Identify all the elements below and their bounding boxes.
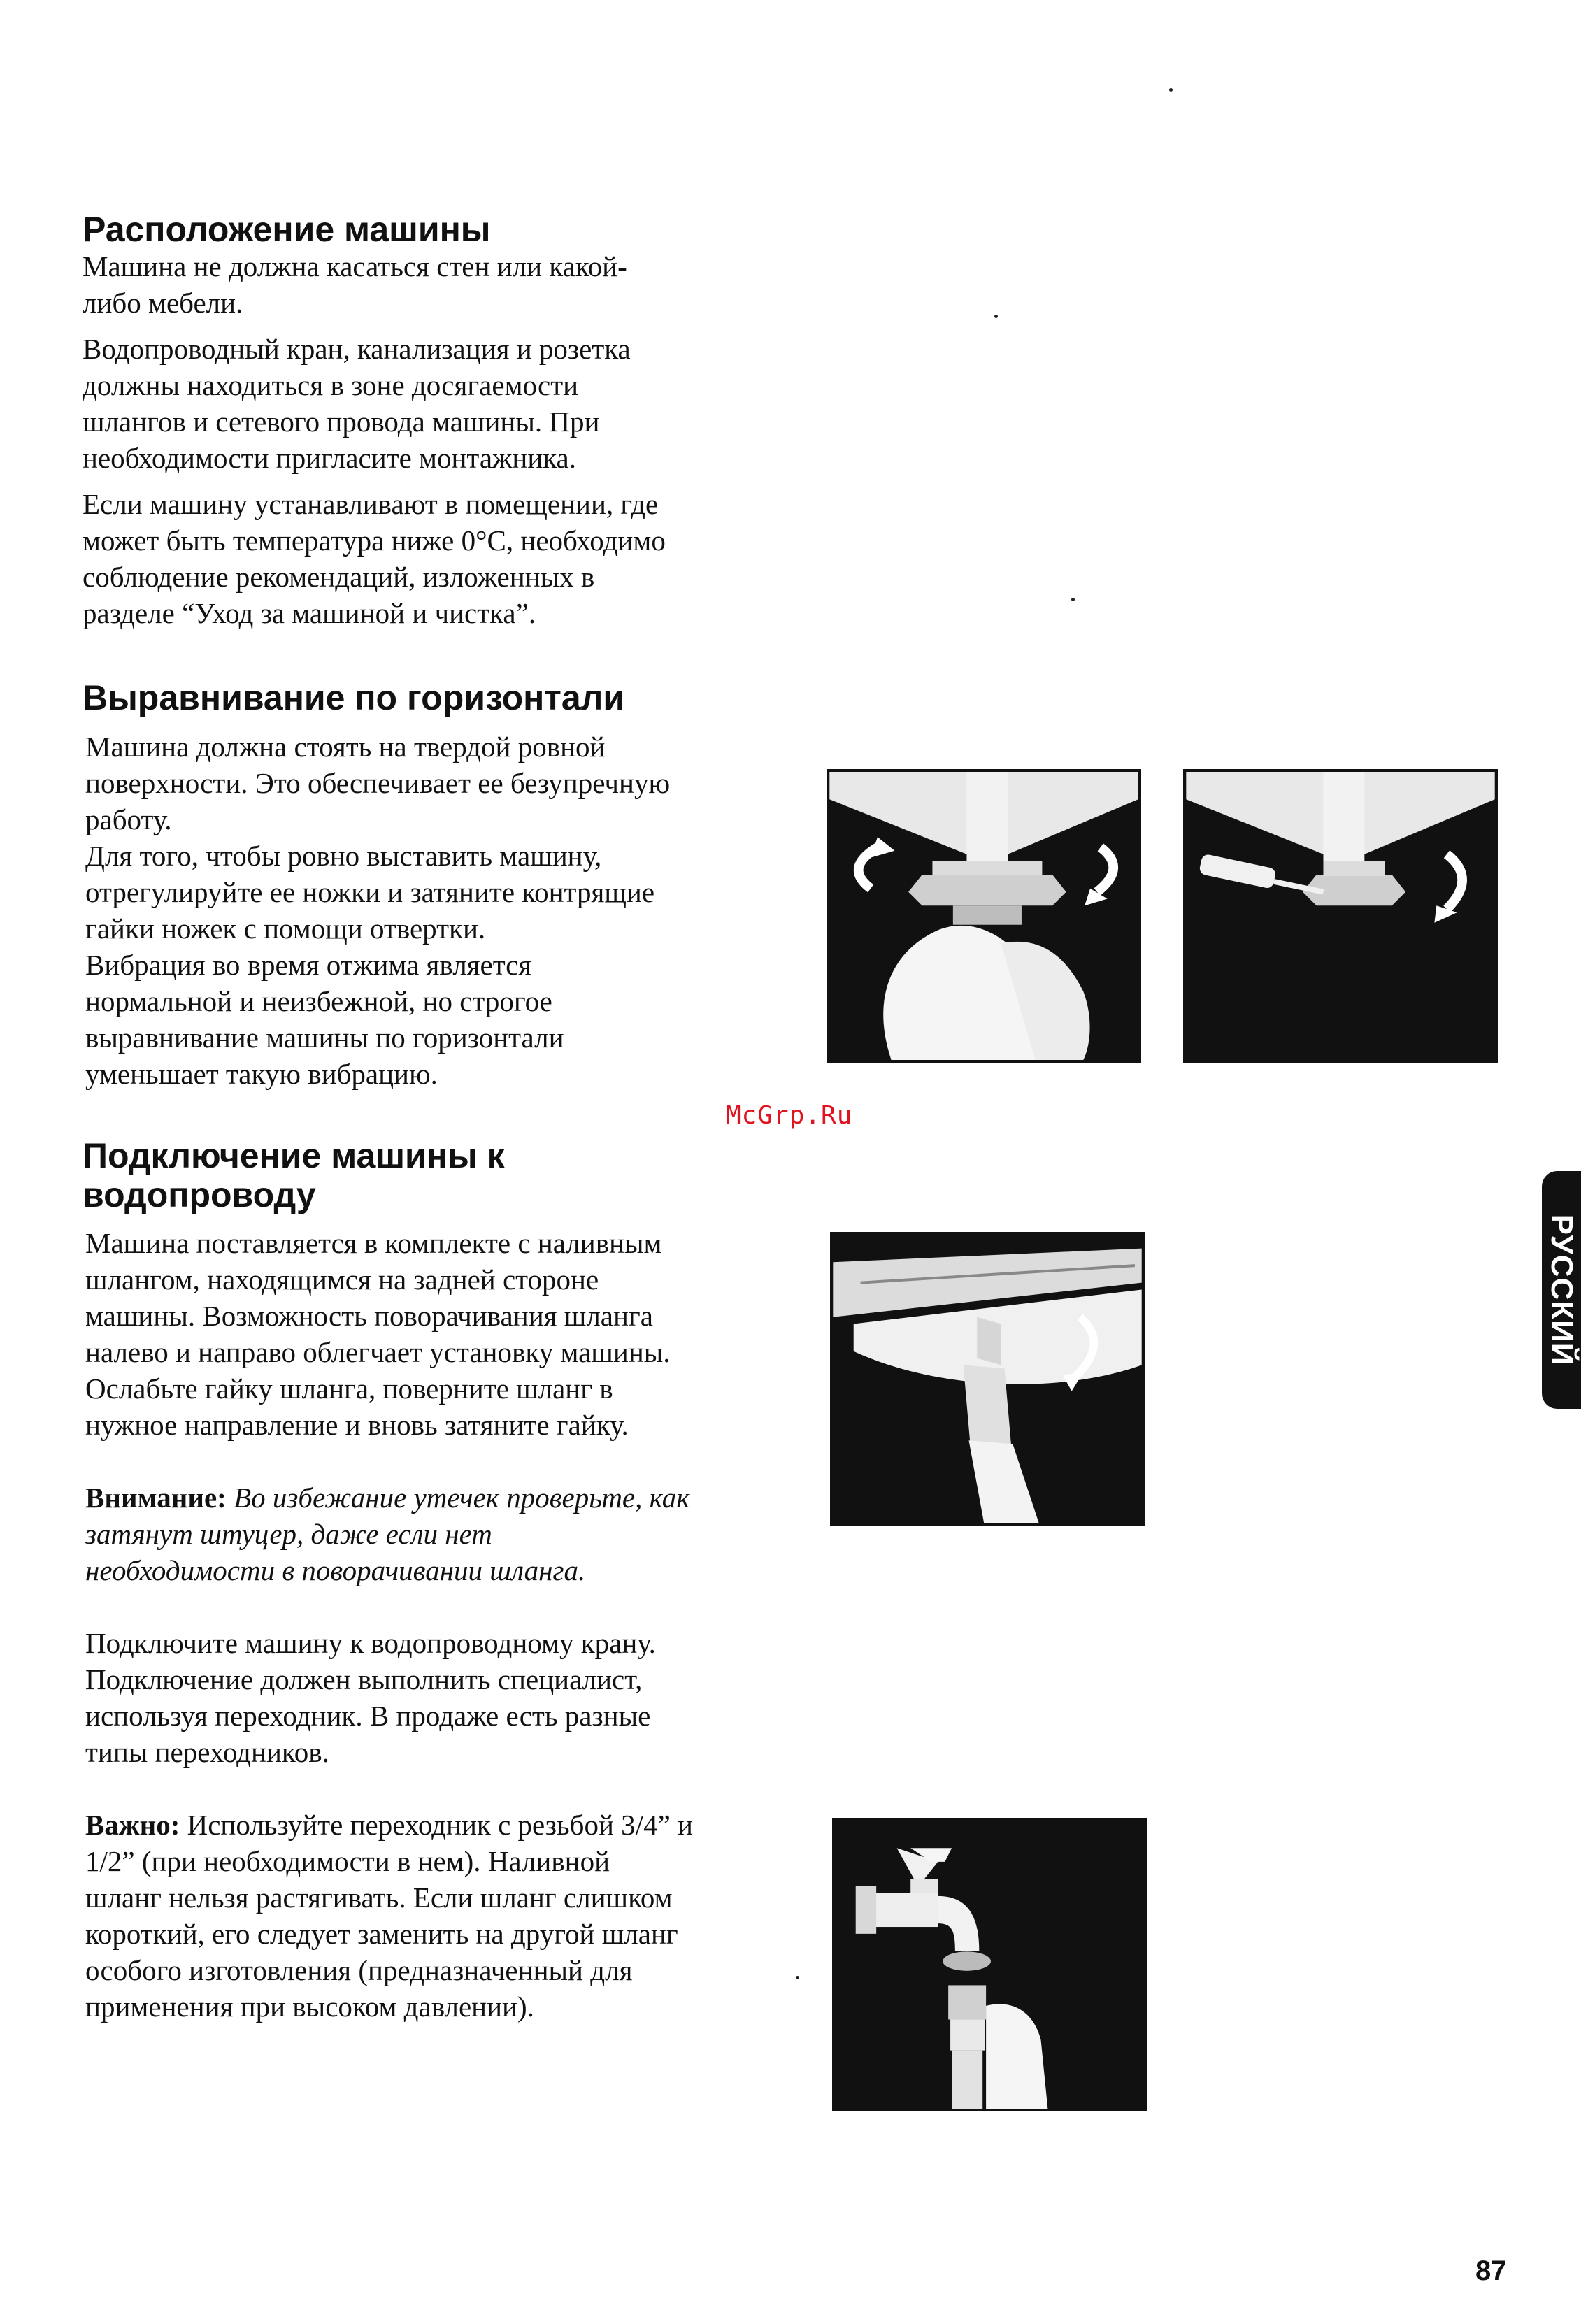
watermark: McGrp.Ru bbox=[726, 1101, 853, 1130]
text-line: необходимости пригласите монтажника. bbox=[83, 442, 577, 474]
section-title-water-connection bbox=[83, 1136, 505, 1214]
text-line: Машина не должна касаться стен или какой- bbox=[83, 250, 627, 282]
scan-speck bbox=[1169, 88, 1173, 92]
text-line: особого изготовления (предназначенный для bbox=[85, 1954, 633, 1986]
illustration-foot-hand-adjust bbox=[827, 769, 1141, 1063]
text-line: отрегулируйте ее ножки и затяните контрящие bbox=[85, 876, 655, 908]
text-line: Подключите машину к водопроводному крану. bbox=[85, 1627, 656, 1659]
language-tab-label: РУССКИЙ bbox=[1545, 1214, 1579, 1366]
text-line: 1/2” (при необходимости в нем). Наливной bbox=[85, 1845, 610, 1877]
text-line: поверхности. Это обеспечивает ее безупречную bbox=[85, 767, 671, 799]
illustration-tap-adapter bbox=[832, 1818, 1147, 2111]
text-line: шлангом, находящимся на задней стороне bbox=[85, 1263, 599, 1296]
text-line: Подключение должен выполнить специалист, bbox=[85, 1663, 643, 1695]
paragraph bbox=[83, 248, 782, 321]
warning-label: Внимание: bbox=[85, 1482, 227, 1514]
text-line: Для того, чтобы ровно выставить машину, bbox=[85, 840, 602, 872]
section-water-text bbox=[85, 1225, 785, 2025]
text-line: разделе “Уход за машиной и чистка”. bbox=[83, 597, 536, 629]
warning-line bbox=[85, 1479, 785, 1516]
text-line: налево и направо облегчает установку машины. bbox=[85, 1336, 671, 1368]
foot-hand-drawing bbox=[829, 772, 1138, 1060]
text-line: гайки ножек с помощи отвертки. bbox=[85, 912, 486, 945]
text-line: короткий, его следует заменить на другой шланг bbox=[85, 1918, 678, 1950]
text-line: применения при высоком давлении). bbox=[85, 1991, 534, 2023]
text-line: может быть температура ниже 0°С, необходимо bbox=[83, 524, 666, 557]
warning-text: Во избежание утечек проверьте, как bbox=[234, 1482, 690, 1514]
scan-speck bbox=[994, 315, 998, 318]
paragraph bbox=[83, 486, 782, 631]
warning-text: необходимости в поворачивании шланга. bbox=[85, 1554, 586, 1586]
text-line: уменьшает такую вибрацию. bbox=[85, 1058, 438, 1090]
text-line: шланг нельзя растягивать. Если шланг слишком bbox=[85, 1881, 673, 1914]
page-number: 87 bbox=[1475, 2255, 1507, 2286]
inlet-hose-drawing bbox=[833, 1235, 1142, 1523]
text-line: должны находиться в зоне досягаемости bbox=[83, 369, 579, 401]
text-line: нормальной и неизбежной, но строгое bbox=[85, 985, 552, 1017]
language-tab bbox=[1542, 1171, 1581, 1409]
important-label: Важно: bbox=[85, 1809, 180, 1841]
scan-speck bbox=[1071, 598, 1075, 601]
text-line: соблюдение рекомендаций, изложенных в bbox=[83, 561, 595, 593]
warning-text: затянут штуцер, даже если нет bbox=[85, 1518, 492, 1550]
text-line: Вибрация во время отжима является bbox=[85, 949, 532, 981]
text-line: выравнивание машины по горизонтали bbox=[85, 1021, 564, 1054]
text-line: работу. bbox=[85, 803, 172, 835]
text-line: Водопроводный кран, канализация и розетка bbox=[83, 333, 631, 365]
text-line: Ослабьте гайку шланга, поверните шланг в bbox=[85, 1372, 613, 1405]
text-line: Если машину устанавливают в помещении, где bbox=[83, 488, 659, 520]
text-line: нужное направление и вновь затяните гайку. bbox=[85, 1409, 629, 1441]
important-text: Используйте переходник с резьбой 3/4” и bbox=[187, 1809, 693, 1841]
important-line bbox=[85, 1807, 785, 1843]
title-line: водопроводу bbox=[83, 1175, 316, 1214]
section-placement-text bbox=[83, 248, 782, 641]
text-line: либо мебели. bbox=[83, 287, 243, 319]
text-line: Машина должна стоять на твердой ровной bbox=[85, 731, 606, 763]
section-title-leveling: Выравнивание по горизонтали bbox=[83, 678, 625, 717]
text-line: шлангов и сетевого провода машины. При bbox=[83, 406, 600, 438]
illustration-foot-screwdriver bbox=[1183, 769, 1498, 1063]
text-line: типы переходников. bbox=[85, 1736, 329, 1768]
text-line: машины. Возможность поворачивания шланга bbox=[85, 1300, 653, 1332]
tap-adapter-drawing bbox=[835, 1821, 1144, 2109]
title-line: Подключение машины к bbox=[83, 1136, 505, 1175]
section-leveling-text bbox=[85, 729, 785, 1092]
screwdriver-drawing bbox=[1186, 772, 1495, 1060]
illustration-inlet-hose bbox=[830, 1232, 1145, 1526]
text-line: Машина поставляется в комплекте с наливным bbox=[85, 1227, 662, 1259]
section-title-placement: Расположение машины bbox=[83, 210, 491, 249]
paragraph bbox=[83, 331, 782, 476]
text-line: используя переходник. В продаже есть разные bbox=[85, 1700, 651, 1732]
scan-speck bbox=[796, 1976, 799, 1979]
